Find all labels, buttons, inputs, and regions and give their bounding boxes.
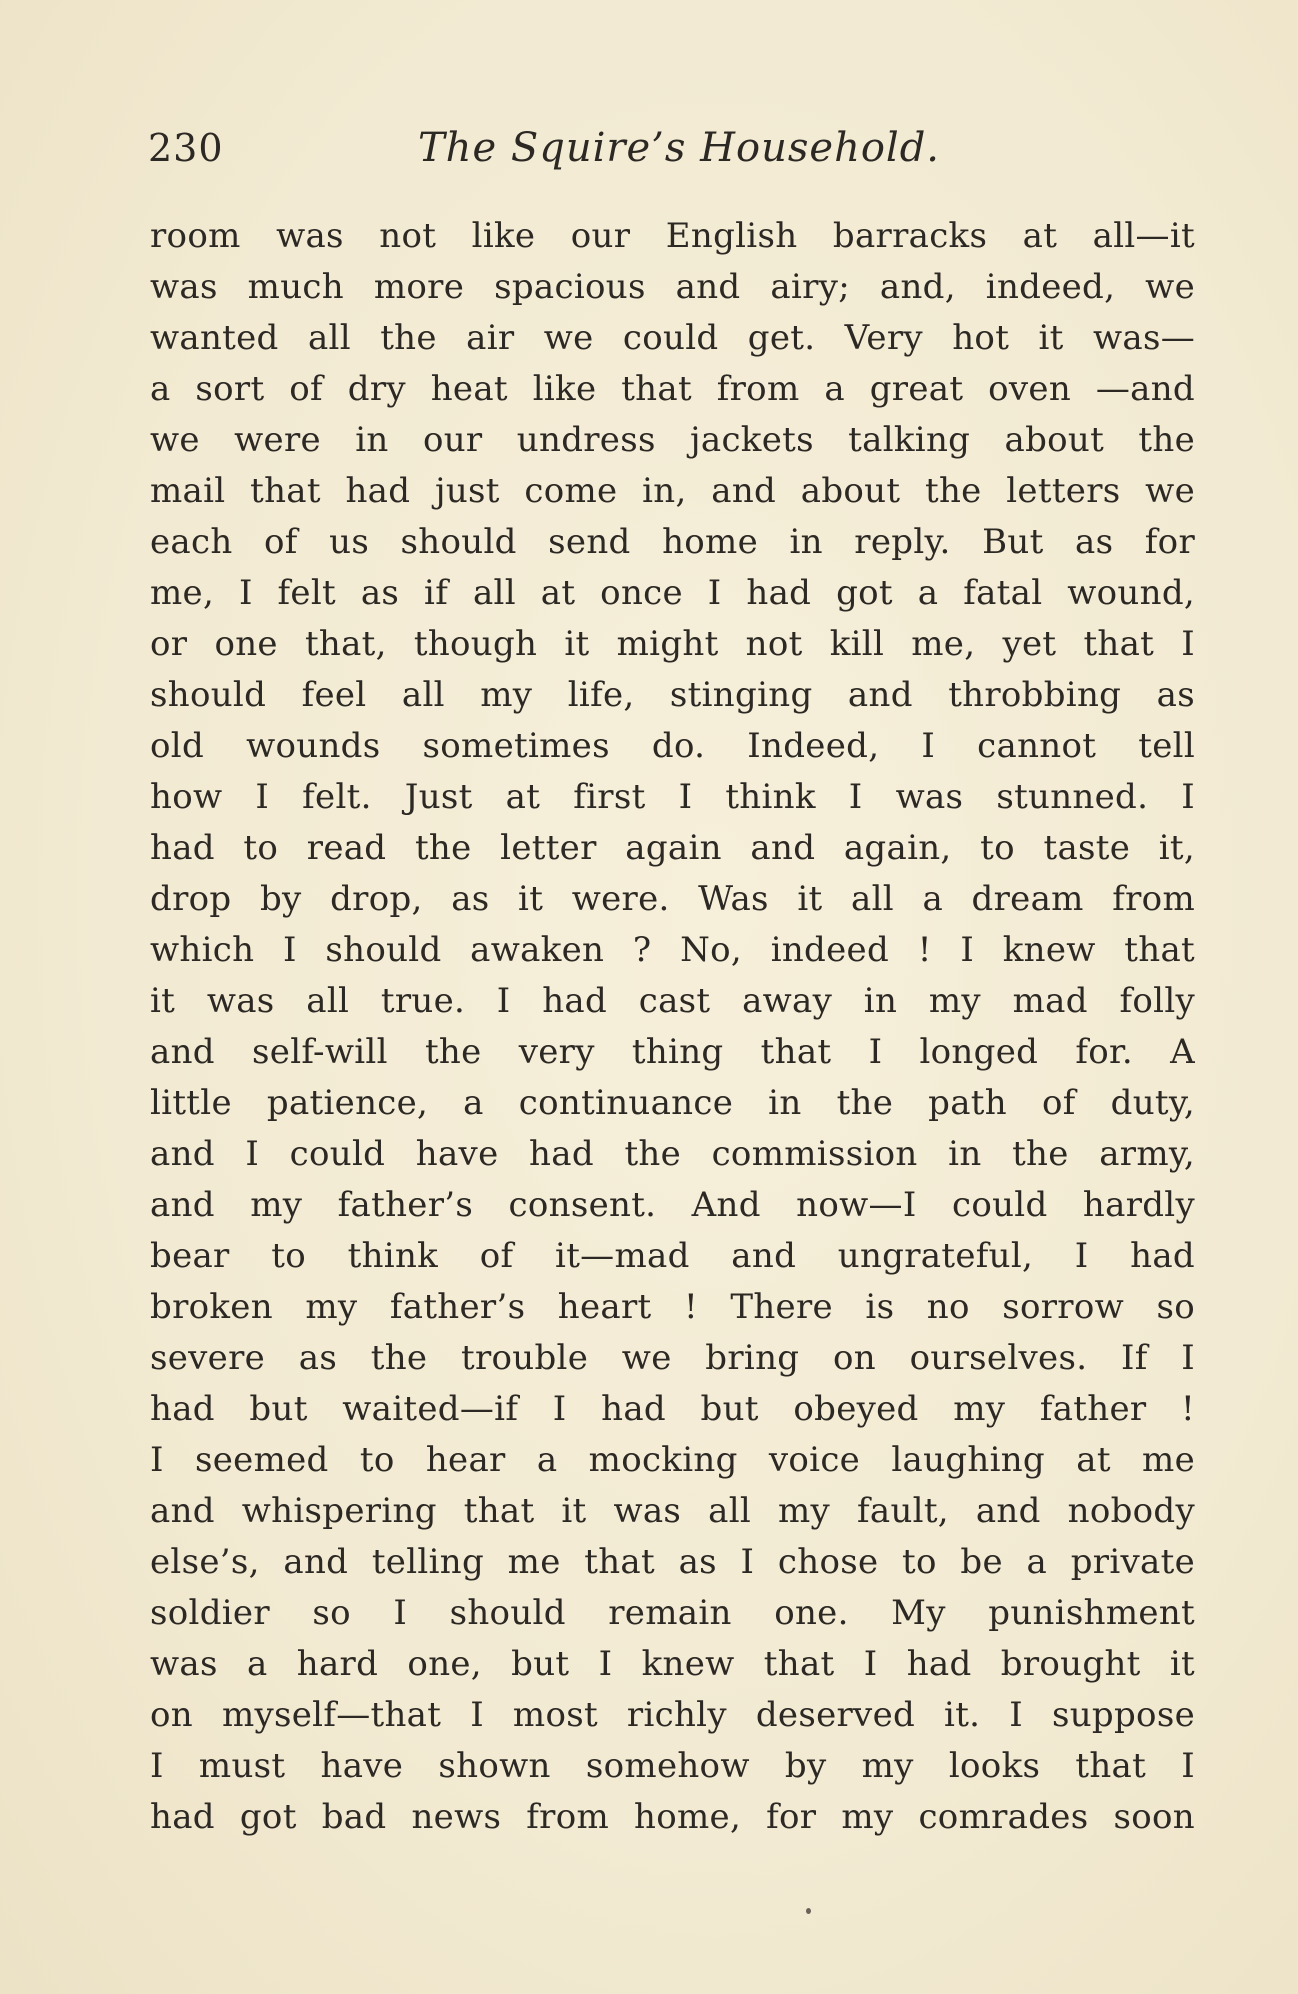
text-line: drop by drop, as it were. Was it all a dream from [150,879,1195,919]
text-line: had got bad news from home, for my comrades soon [150,1797,1195,1837]
page-number: 230 [148,126,224,170]
text-line: severe as the trouble we bring on ourselves. If I [150,1338,1195,1378]
text-line: was much more spacious and airy; and, indeed, we [150,267,1195,307]
text-line: we were in our undress jackets talking about the [150,420,1195,460]
text-line: broken my father’s heart ! There is no sorrow so [150,1287,1195,1327]
page-header [148,118,1198,178]
text-line: was a hard one, but I knew that I had brought it [150,1644,1195,1684]
text-line: on myself—that I most richly deserved it. I suppose [150,1695,1195,1735]
text-line: mail that had just come in, and about the letters we [150,471,1195,511]
text-line: little patience, a continuance in the path of duty, [150,1083,1195,1123]
text-line: which I should awaken ? No, indeed ! I knew that [150,930,1195,970]
text-line: had to read the letter again and again, to taste it, [150,828,1195,868]
text-line: and self-will the very thing that I longed for. A [150,1032,1195,1072]
text-line: a sort of dry heat like that from a great oven —and [150,369,1195,409]
text-line: and I could have had the commission in the army, [150,1134,1195,1174]
text-line: how I felt. Just at first I think I was stunned. I [150,777,1195,817]
text-line: else’s, and telling me that as I chose to be a private [150,1542,1195,1582]
body-text [150,211,1195,1843]
text-line: had but waited—if I had but obeyed my father ! [150,1389,1195,1429]
ink-speck [806,1908,811,1914]
text-line: it was all true. I had cast away in my mad folly [150,981,1195,1021]
text-line: each of us should send home in reply. But as for [150,522,1195,562]
running-title: The Squire’s Household. [418,125,941,171]
text-line: me, I felt as if all at once I had got a fatal wound, [150,573,1195,613]
text-line: or one that, though it might not kill me, yet that I [150,624,1195,664]
text-line: and whispering that it was all my fault, and nobody [150,1491,1195,1531]
text-line: bear to think of it—mad and ungrateful, I had [150,1236,1195,1276]
text-line: I must have shown somehow by my looks that I [150,1746,1195,1786]
text-line: I seemed to hear a mocking voice laughing at me [150,1440,1195,1480]
text-line: room was not like our English barracks at all—it [150,216,1195,256]
text-line: wanted all the air we could get. Very hot it was— [150,318,1195,358]
text-line: and my father’s consent. And now—I could hardly [150,1185,1195,1225]
text-line: soldier so I should remain one. My punishment [150,1593,1195,1633]
text-line: old wounds sometimes do. Indeed, I cannot tell [150,726,1195,766]
text-line: should feel all my life, stinging and throbbing as [150,675,1195,715]
